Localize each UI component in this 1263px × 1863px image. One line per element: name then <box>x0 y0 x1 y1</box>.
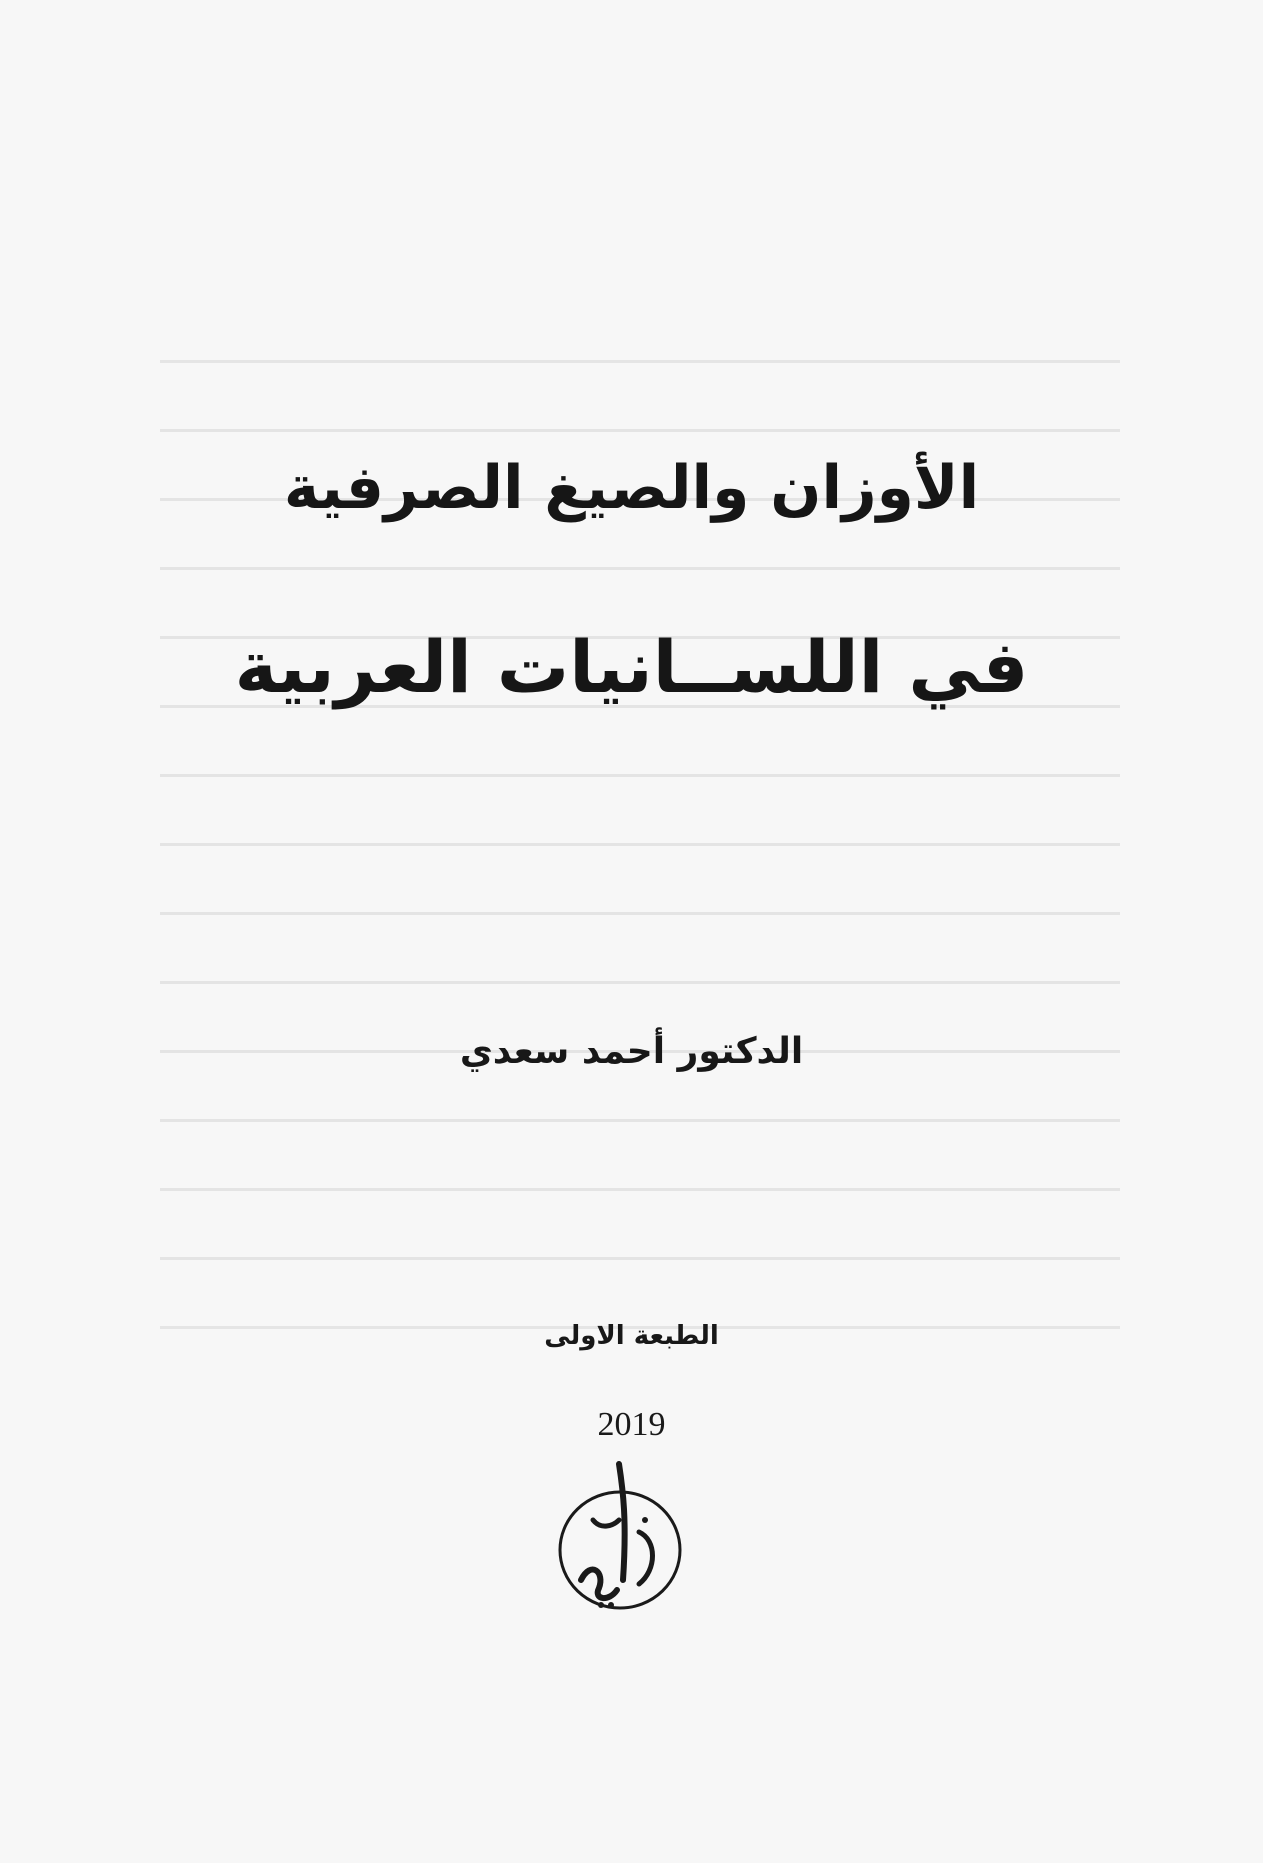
author-name: الدكتور أحمد سعدي <box>459 1031 804 1072</box>
book-title-line-1: الأوزان والصيغ الصرفية <box>283 453 980 523</box>
book-title-line-2: في اللســانيات العربية <box>234 625 1029 709</box>
edition-label: الطبعة الاولى <box>544 1321 719 1351</box>
publisher-logo <box>553 1460 687 1614</box>
publication-year: 2019 <box>597 1406 666 1443</box>
